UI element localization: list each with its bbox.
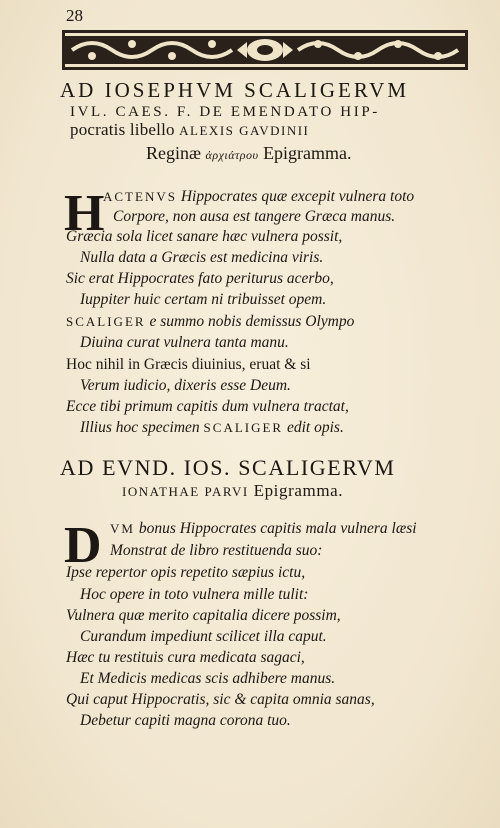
poem2-line-3: Ipse repertor opis repetito sæpius ictu, [66,564,306,581]
poem1-line-12-smallcaps: SCALIGER [203,420,284,435]
heading-title-line1: AD IOSEPHVM SCALIGERVM [60,78,410,102]
heading-title-line4-post: Epigramma. [258,143,352,163]
heading-title-line4-pre: Reginæ [146,143,206,163]
poem1-line-6: Iuppiter huic certam ni tribuisset opem. [80,291,327,308]
poem2-line-8: Et Medicis medicas scis adhibere manus. [80,670,336,687]
poem1-line-11: Ecce tibi primum capitis dum vulnera tractat, [66,398,349,415]
poem1-line-10: Verum iudicio, dixeris esse Deum. [80,377,291,394]
heading-author-name: ALEXIS GAVDINII [179,123,310,138]
drop-cap-h: H [64,185,105,242]
section2-title-line2 [122,481,482,501]
greek-word: ἀρχιάτρου [205,148,259,162]
poem1-line-3: Græcia sola licet sanare hæc vulnera possit, [66,228,343,245]
headpiece-ornament [62,30,468,70]
poem1-line-4: Nulla data a Græcis est medicina viris. [80,249,324,266]
poem2-line-1-text: bonus Hippocrates capitis mala vulnera læsi [134,520,417,537]
poem1-line-12-text: edit opis. [283,419,344,436]
heading-title-line4 [146,143,466,164]
poem1-line-8: Diuina curat vulnera tanta manu. [80,334,289,351]
poem2-line-10: Debetur capiti magna corona tuo. [80,712,291,729]
section2-title-line1: AD EVND. IOS. SCALIGERVM [60,455,396,480]
poem1-line-12 [80,419,344,437]
poem1-line-1-text: Hippocrates quæ excepit vulnera toto [176,188,415,205]
poem2-line-6: Curandum impediunt scilicet illa caput. [80,628,327,645]
section2-title-post: Epigramma. [248,481,344,500]
heading-title-line2: IVL. CAES. F. DE EMENDATO HIP- [70,104,380,120]
poem2-line-4: Hoc opere in toto vulnera mille tulit: [80,586,309,603]
poem1-line-7-text: e summo nobis demissus Olympo [145,313,355,330]
poem2-line-5: Vulnera quæ merito capitalia dicere possim, [66,607,341,624]
drop-cap-d: D [64,517,102,574]
poem2-line-2: Monstrat de libro restituenda suo: [110,542,323,559]
poem1-line-7-smallcaps: SCALIGER [66,314,146,329]
poem1-line-1 [103,188,414,206]
poem1-line-12-pre: Illius hoc specimen [80,419,204,436]
poem1-line-9: Hoc nihil in Græcis diuinius, eruat & si [66,356,311,373]
poem2-line-1 [110,520,417,538]
poem2-line-1-smallcaps: VM [110,521,135,536]
poem2-line-9: Qui caput Hippocratis, sic & capita omnia sanas, [66,691,375,708]
page-number: 28 [66,6,83,25]
poem1-line-1-smallcaps: ACTENVS [103,189,177,204]
poem1-line-2: Corpore, non ausa est tangere Græca manus. [113,208,396,225]
heading-title-line3-text: pocratis libello [70,120,180,139]
poem1-line-5: Sic erat Hippocrates fato periturus acerbo, [66,270,334,287]
poem2-line-7: Hæc tu restituis cura medicata sagaci, [66,649,305,666]
poem1-line-7 [66,313,354,331]
heading-title-line3 [70,120,490,140]
section2-author-name: IONATHAE PARVI [122,484,249,499]
